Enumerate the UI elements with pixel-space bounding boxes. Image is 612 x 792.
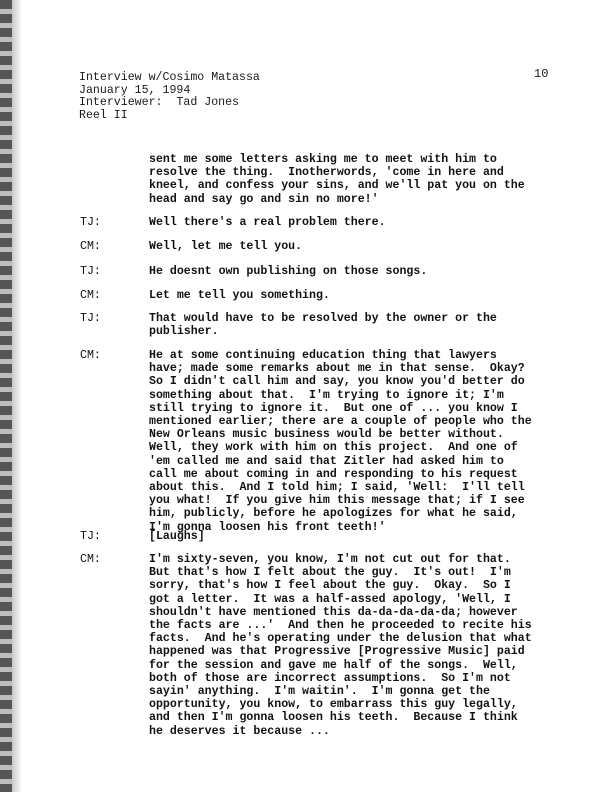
page-number: 10 <box>534 67 549 81</box>
transcript-text: He at some continuing education thing that lawyers have; made some remarks about me in that sense. Okay? So I didn't call him and say, you know you'd better do something about that. I'm trying to ignore it; I'm still trying to ignore it. But one of ... you know I mentioned earlier; there are a couple of people who the New Orleans music business would be better without. Well, they work with him on this project. And one of 'em called me and said that Zitler had asked him to call me about coming in and responding to his request about this. And I told him; I said, 'Well: I'll tell you what! If you give him this message that; if I see him, publicly, before he apologizes for what he said, I'm gonna loosen his front teeth!' <box>149 349 532 534</box>
transcript-text: He doesnt own publishing on those songs. <box>149 265 428 278</box>
speaker-label: TJ: <box>80 216 101 229</box>
transcript-text: Well there's a real problem there. <box>149 216 386 229</box>
transcript-text: That would have to be resolved by the owner or the publisher. <box>149 312 497 339</box>
speaker-label: CM: <box>80 349 101 362</box>
transcript-text: Well, let me tell you. <box>149 240 303 253</box>
speaker-label: CM: <box>80 240 101 253</box>
header-interviewer: Interviewer: Tad Jones <box>79 96 240 110</box>
speaker-label: TJ: <box>80 530 101 543</box>
header-title: Interview w/Cosimo Matassa <box>79 71 260 84</box>
transcript-text: [Laughs] <box>149 530 205 543</box>
speaker-label: CM: <box>80 553 101 566</box>
header-date: January 15, 1994 <box>79 83 191 97</box>
speaker-label: CM: <box>80 289 101 302</box>
header-reel: Reel II <box>79 108 128 122</box>
speaker-label: TJ: <box>80 312 101 325</box>
binding-shadow <box>12 0 22 792</box>
binding-edge <box>0 0 12 792</box>
transcript-text-continuation: sent me some letters asking me to meet with him to resolve the thing. Inotherwords, 'come in here and kneel, and confess your sins, and we'll pat you on the head and say go and sin no more!' <box>149 153 525 206</box>
document-header <box>79 72 260 122</box>
transcript-text: Let me tell you something. <box>149 289 330 302</box>
transcript-text: I'm sixty-seven, you know, I'm not cut out for that. But that's how I felt about the guy. It's out! I'm sorry, that's how I feel about the guy. Okay. So I got a letter. It was a half-assed apology, 'Well, I shouldn't have mentioned this da-da-da-da-da; however the facts are ...' And then he proceeded to recite his facts. And he's operating under the delusion that what happened was that Progressive [Progressive Music] paid for the session and gave me half of the songs. Well, both of those are incorrect assumptions. So I'm not sayin' anything. I'm waitin'. I'm gonna get the opportunity, you know, to embarrass this guy legally, and then I'm gonna loosen his teeth. Because I think he deserves it because ... <box>149 553 532 738</box>
speaker-label: TJ: <box>80 265 101 278</box>
